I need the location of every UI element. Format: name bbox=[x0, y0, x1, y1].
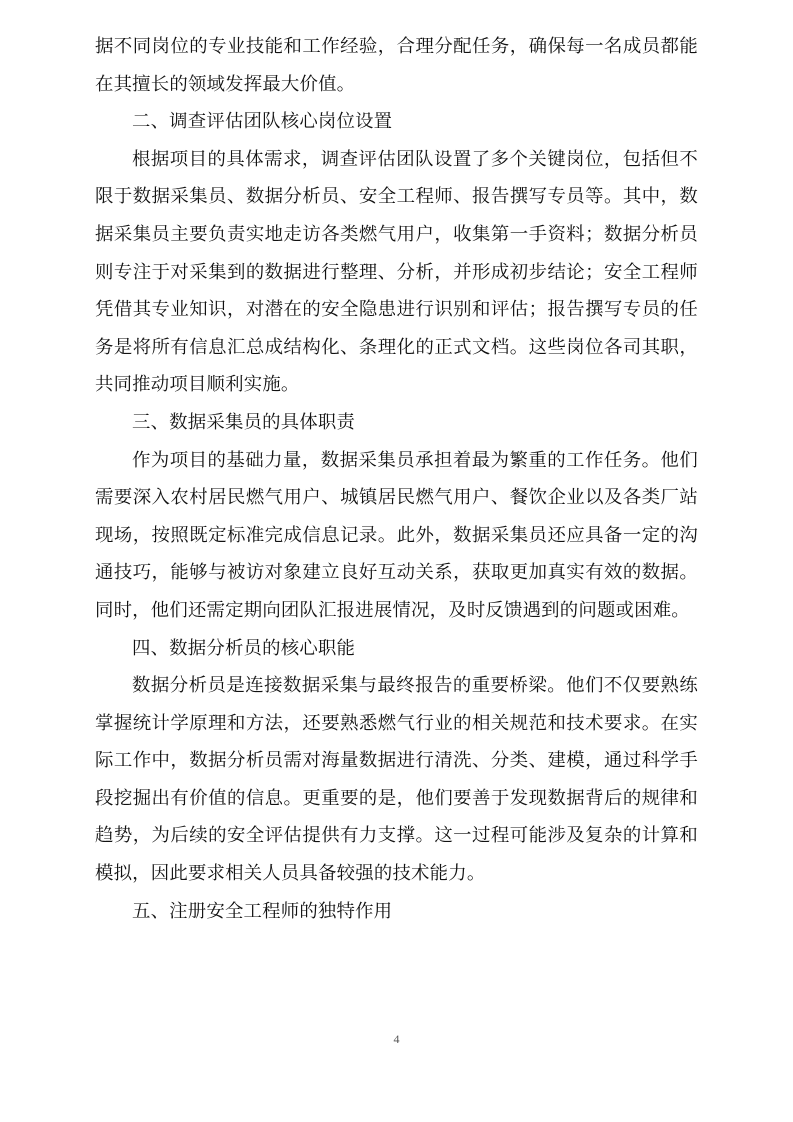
page-content bbox=[95, 28, 698, 930]
paragraph-data-analyst: 数据分析员是连接数据采集与最终报告的重要桥梁。他们不仅要熟练掌握统计学原理和方法，还要熟悉燃气行业的相关规范和技术要求。在实际工作中，数据分析员需对海量数据进行清洗、分类、建模，通过科学手段挖掘出有价值的信息。更重要的是，他们要善于发现数据背后的规律和趋势，为后续的安全评估提供有力支撑。这一过程可能涉及复杂的计算和模拟，因此要求相关人员具备较强的技术能力。 bbox=[95, 675, 698, 885]
section-heading-2: 二、调查评估团队核心岗位设置 bbox=[132, 111, 393, 133]
section-heading-5: 五、注册安全工程师的独特作用 bbox=[132, 900, 393, 922]
paragraph-core-positions: 根据项目的具体需求，调查评估团队设置了多个关键岗位，包括但不限于数据采集员、数据分析员、安全工程师、报告撰写专员等。其中，数据采集员主要负责实地走访各类燃气用户，收集第一手资料；数据分析员则专注于对采集到的数据进行整理、分析，并形成初步结论；安全工程师凭借其专业知识，对潜在的安全隐患进行识别和评估；报告撰写专员的任务是将所有信息汇总成结构化、条理化的正式文档。这些岗位各司其职，共同推动项目顺利实施。 bbox=[95, 148, 698, 396]
page-number: 4 bbox=[393, 1032, 400, 1046]
paragraph-data-collector: 作为项目的基础力量，数据采集员承担着最为繁重的工作任务。他们需要深入农村居民燃气用户、城镇居民燃气用户、餐饮企业以及各类厂站现场，按照既定标准完成信息记录。此外，数据采集员还应具备一定的沟通技巧，能够与被访对象建立良好互动关系，获取更加真实有效的数据。同时，他们还需定期向团队汇报进展情况，及时反馈遇到的问题或困难。 bbox=[95, 449, 698, 621]
section-heading-4: 四、数据分析员的核心职能 bbox=[132, 637, 356, 659]
paragraph-continued: 据不同岗位的专业技能和工作经验，合理分配任务，确保每一名成员都能在其擅长的领域发挥最大价值。 bbox=[95, 36, 698, 95]
section-heading-3: 三、数据采集员的具体职责 bbox=[132, 411, 356, 433]
